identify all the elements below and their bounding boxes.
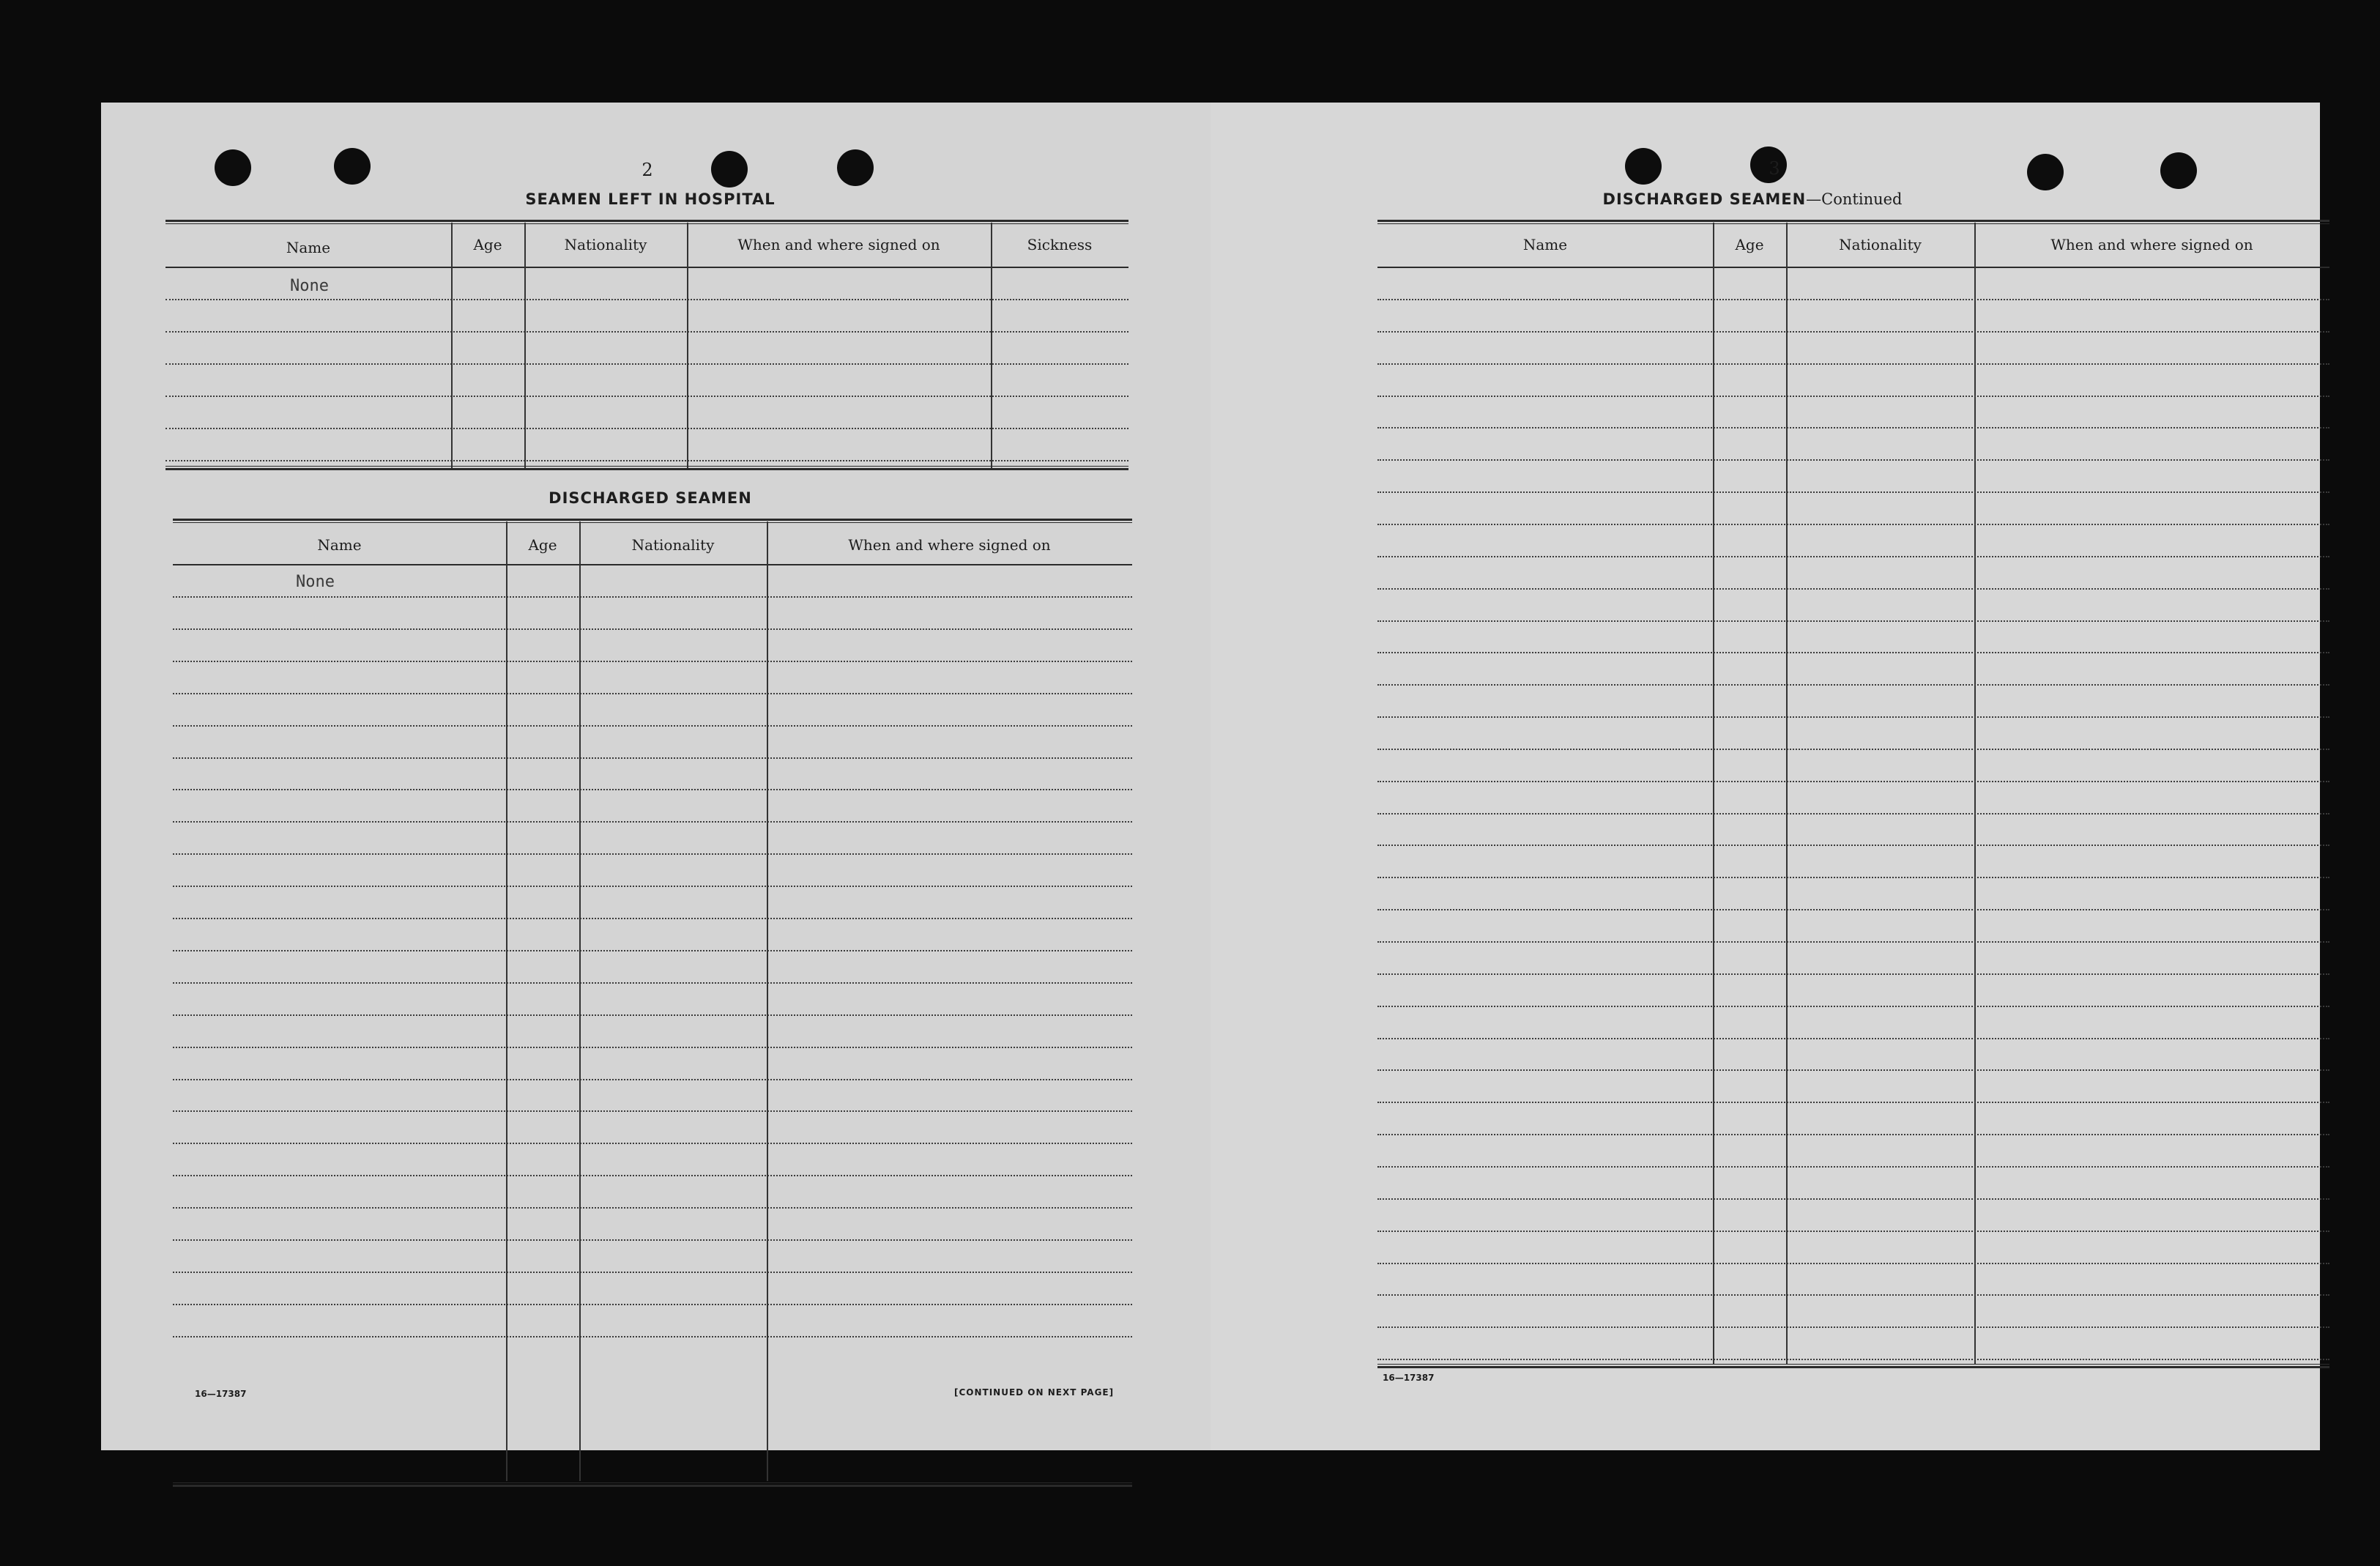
table-bottom-rule [173,1482,1132,1487]
ruled-line [1377,1263,2329,1264]
title-main: DISCHARGED SEAMEN [1602,190,1807,208]
hospital-section-title: SEAMEN LEFT IN HOSPITAL [525,190,776,208]
ruled-line [166,460,1128,461]
ruled-line [173,821,1132,823]
ruled-line [166,331,1128,333]
ruled-line [173,853,1132,855]
ruled-line [1377,1166,2329,1168]
punch-hole [334,148,371,185]
entry-text: None [290,277,329,295]
ruled-line [173,918,1132,919]
ruled-line [1377,1326,2329,1328]
column-divider [524,223,526,468]
ruled-line [173,886,1132,887]
column-divider [1974,223,1976,1364]
ruled-line [1377,1359,2329,1360]
ruled-line [1377,1294,2329,1296]
page-number: 3 [1769,158,1780,179]
column-divider [451,223,453,468]
ruled-line [1377,588,2329,590]
page-number: 2 [642,160,653,180]
ruled-line [173,757,1132,759]
ruled-line [173,1079,1132,1080]
ruled-line [173,950,1132,951]
table-bottom-rule [166,466,1128,470]
ruled-line [1377,813,2329,814]
title-continued: —Continued [1806,190,1903,208]
left-page [101,103,1211,1450]
punch-hole [837,149,874,186]
ruled-line [1377,1102,2329,1103]
ruled-line [173,1272,1132,1273]
ruled-line [1377,877,2329,878]
ruled-line [1377,491,2329,493]
column-header-age: Age [528,536,557,554]
punch-hole [2027,154,2064,190]
discharged-table [173,519,1132,1487]
punch-hole [711,151,748,188]
column-header-nationality: Nationality [631,536,715,554]
column-divider [991,223,992,468]
ruled-line [1377,973,2329,975]
ruled-line [1377,781,2329,782]
entry-text: None [296,573,335,591]
punch-hole [215,149,251,186]
ruled-line [173,725,1132,727]
column-divider [687,223,688,468]
column-header-signed-on: When and where signed on [737,236,940,253]
column-header-name: Name [286,239,331,256]
ruled-line [173,789,1132,790]
ruled-line [173,628,1132,630]
ruled-line [173,1207,1132,1209]
document-sheet [101,103,2320,1450]
column-header-age: Age [1735,236,1764,253]
form-number: 16—17387 [1383,1373,1435,1383]
ruled-line [173,1047,1132,1048]
discharged-section-title: DISCHARGED SEAMEN [548,489,752,507]
discharged-continued-title [1496,190,2009,208]
column-header-nationality: Nationality [1839,236,1922,253]
ruled-line [1377,331,2329,333]
ruled-line [173,1336,1132,1337]
ruled-line [1377,1069,2329,1071]
ruled-line [173,1014,1132,1016]
punch-hole [1625,148,1662,185]
header-rule [173,564,1132,565]
table-top-rule [1377,220,2329,224]
ruled-line [173,1239,1132,1241]
ruled-line [1377,652,2329,653]
ruled-line [1377,1006,2329,1007]
table-top-rule [173,519,1132,523]
ruled-line [173,1143,1132,1144]
column-header-signed-on: When and where signed on [2050,236,2253,253]
ruled-line [1377,620,2329,622]
table-bottom-rule [1377,1364,2329,1368]
ruled-line [173,1175,1132,1176]
ruled-line [173,1110,1132,1112]
column-divider [1786,223,1788,1364]
ruled-line [1377,524,2329,525]
ruled-line [1377,427,2329,428]
header-rule [1377,267,2329,268]
column-divider [1713,223,1714,1364]
column-header-sickness: Sickness [1027,236,1093,253]
ruled-line [166,299,1128,300]
ruled-line [1377,845,2329,846]
discharged-continued-table [1377,220,2329,1178]
ruled-line [166,363,1128,365]
table-top-rule [166,220,1128,224]
ruled-line [173,596,1132,598]
ruled-line [1377,396,2329,397]
ruled-line [173,982,1132,984]
ruled-line [166,396,1128,397]
ruled-line [1377,299,2329,300]
ruled-line [1377,1134,2329,1135]
header-rule [166,267,1128,268]
ruled-line [173,1304,1132,1305]
form-number: 16—17387 [195,1389,247,1399]
continued-note: [CONTINUED ON NEXT PAGE] [954,1387,1115,1398]
hospital-table [166,220,1128,472]
column-header-nationality: Nationality [564,236,647,253]
punch-hole [2160,152,2197,189]
ruled-line [1377,1038,2329,1039]
ruled-line [1377,749,2329,750]
ruled-line [1377,716,2329,718]
ruled-line [1377,684,2329,686]
column-header-name: Name [317,536,362,554]
ruled-line [1377,909,2329,910]
ruled-line [1377,1198,2329,1200]
ruled-line [173,661,1132,662]
right-page [1211,103,2320,1450]
ruled-line [1377,363,2329,365]
column-header-name: Name [1522,236,1568,253]
ruled-line [166,428,1128,429]
ruled-line [1377,459,2329,461]
ruled-line [1377,556,2329,557]
ruled-line [1377,941,2329,943]
column-header-age: Age [473,236,502,253]
column-header-signed-on: When and where signed on [848,536,1051,554]
ruled-line [173,693,1132,694]
ruled-line [1377,1231,2329,1232]
